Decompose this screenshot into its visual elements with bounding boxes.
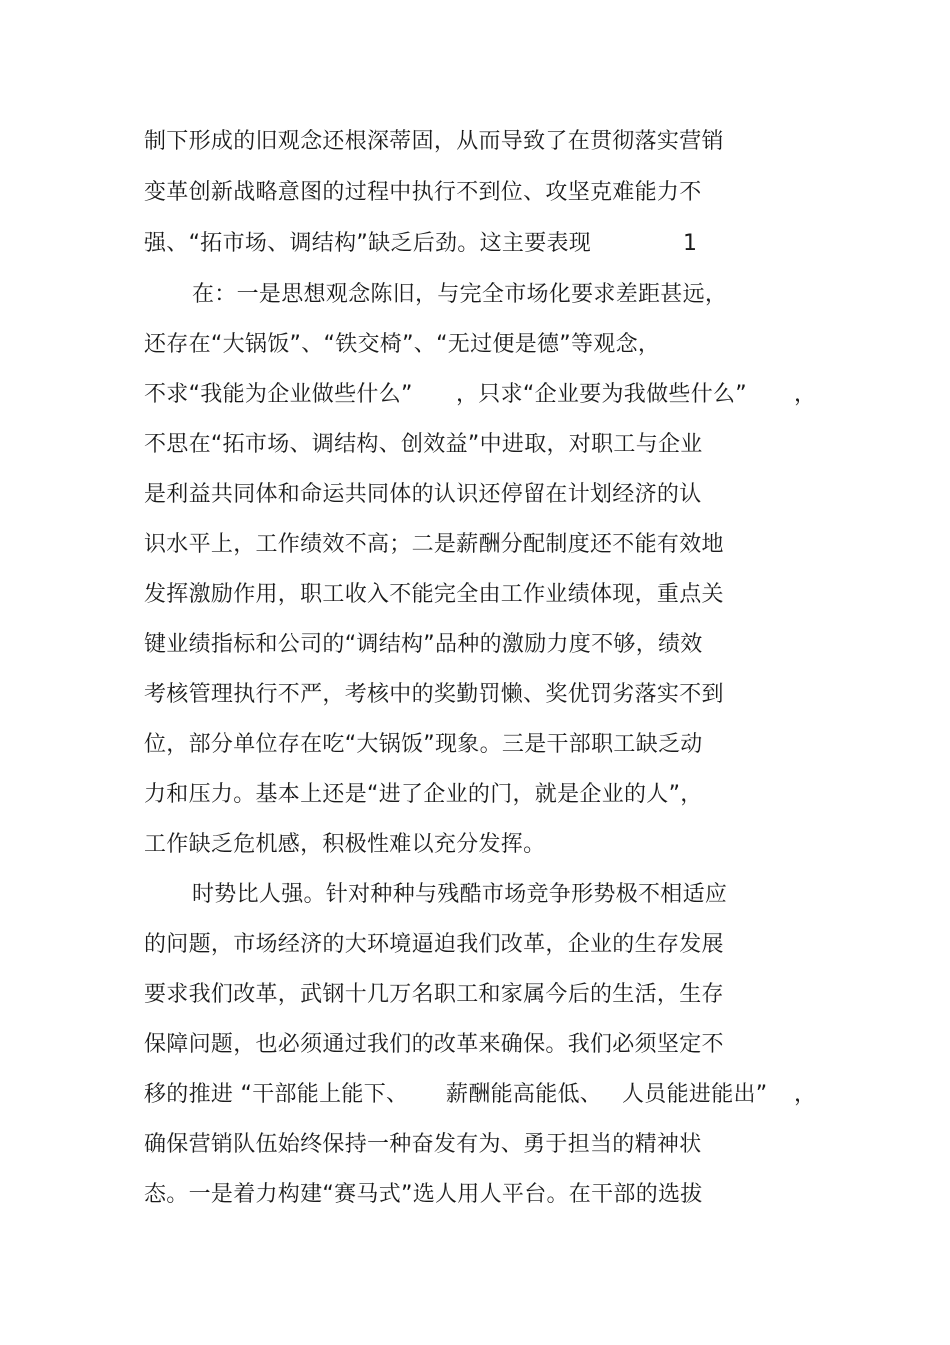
text-line: 制下形成的旧观念还根深蒂固，从而导致了在贯彻落实营销 bbox=[144, 129, 724, 154]
text-line: 时势比人强。针对种种与残酷市场竞争形势极不相适应 bbox=[192, 882, 728, 907]
text-line: 键业绩指标和公司的“调结构”品种的激励力度不够，绩效 bbox=[144, 632, 703, 657]
text-line: 保障问题，也必须通过我们的改革来确保。我们必须坚定不 bbox=[144, 1032, 724, 1057]
text-line: 要求我们改革，武钢十几万名职工和家属今后的生活，生存 bbox=[144, 982, 724, 1007]
text-line: 强、“拓市场、调结构”缺乏后劲。这主要表现 bbox=[144, 231, 592, 256]
text-line: 是利益共同体和命运共同体的认识还停留在计划经济的认 bbox=[144, 482, 702, 507]
text-line-split bbox=[144, 1081, 817, 1109]
text-line: 识水平上，工作绩效不高；二是薪酬分配制度还不能有效地 bbox=[144, 532, 724, 557]
text-line: 考核管理执行不严，考核中的奖勤罚懒、奖优罚劣落实不到 bbox=[144, 682, 724, 707]
text-line: 还存在“大锅饭”、“铁交椅”、“无过便是德”等观念， bbox=[144, 332, 661, 357]
text-segment: 薪酬能高能低、 bbox=[446, 1082, 603, 1107]
text-line-split bbox=[144, 381, 817, 409]
text-line: 确保营销队伍始终保持一种奋发有为、勇于担当的精神状 bbox=[144, 1132, 702, 1157]
text-segment: ， bbox=[794, 1082, 817, 1107]
text-line: 不思在“拓市场、调结构、创效益”中进取，对职工与企业 bbox=[144, 432, 703, 457]
page-number: 1 bbox=[683, 231, 697, 256]
text-line: 位，部分单位存在吃“大锅饭”现象。三是干部职工缺乏动 bbox=[144, 732, 703, 757]
text-segment: ，只求“企业要为我做些什么” bbox=[456, 382, 747, 407]
text-segment: 不求“我能为企业做些什么” bbox=[144, 382, 413, 407]
text-segment: ， bbox=[794, 382, 817, 407]
text-line: 变革创新战略意图的过程中执行不到位、攻坚克难能力不 bbox=[144, 180, 702, 205]
text-segment: 移的推进 “干部能上能下、 bbox=[144, 1082, 409, 1107]
text-line: 工作缺乏危机感，积极性难以充分发挥。 bbox=[144, 832, 546, 857]
text-line: 力和压力。基本上还是“进了企业的门，就是企业的人”， bbox=[144, 782, 703, 807]
text-segment: 人员能进能出” bbox=[622, 1082, 768, 1107]
text-line: 态。一是着力构建“赛马式”选人用人平台。在干部的选拔 bbox=[144, 1182, 703, 1207]
text-line: 在：一是思想观念陈旧，与完全市场化要求差距甚远， bbox=[192, 282, 728, 307]
text-line: 的问题，市场经济的大环境逼迫我们改革，企业的生存发展 bbox=[144, 932, 724, 957]
text-line: 发挥激励作用，职工收入不能完全由工作业绩体现，重点关 bbox=[144, 582, 724, 607]
